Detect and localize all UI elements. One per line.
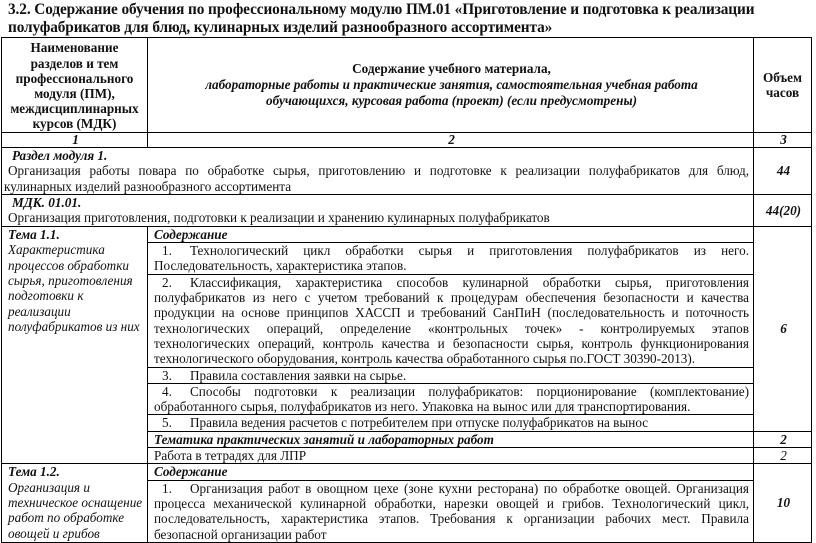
item-text: Организация работ в овощном цехе (зоне кухни ресторана) по обработке овощей. Организация процесса механической кулинарной обработки, нарезки овощей и грибов. Технологический цикл, последовательность, характеристика этапов. Требования к организации рабочих мест. Правила безопасной организации работ [154, 480, 749, 542]
item-number: 4. [162, 383, 172, 399]
header-content-line2: лабораторные работы и практические занятия, самостоятельная учебная работа обучающихся, курсовая работа (проект) (если предусмотрены) [205, 77, 698, 108]
column-number-2: 2 [148, 133, 754, 148]
table-header-row [2, 38, 812, 133]
topic2-title: Тема 1.2. [8, 464, 60, 480]
item-text: Правила составления заявки на сырье. [190, 367, 407, 383]
item-number: 5. [162, 415, 172, 431]
item-text: Технологический цикл обработки сырья и приготовления полуфабрикатов из него. Последовательность, характеристика этапов. [154, 243, 749, 274]
mdk-cell [2, 194, 754, 226]
header-col-hours: Объем часов [754, 38, 812, 133]
header-col-sections: Наименование разделов и тем профессионального модуля (ПМ), междисциплинарных курсов (МДК) [2, 38, 148, 133]
item-text: Способы подготовки к реализации полуфабрикатов: порционирование (комплектование) обработанного сырья, полуфабрикатов из него. Упаковка на вынос или для транспортирования. [154, 383, 749, 415]
item-text: Классификация, характеристика способов кулинарной обработки сырья, приготовления полуфабрикатов из него с учетом требований к процедурам обеспечения безопасности и качества продукции на основе принципов ХАССП и требований СанПиН (последовательность и поточность технологических операций, определение «контрольных точек» - контролируемых этапов технологических операций, контроль качества и безопасности сырья, контроль функционирования технологического оборудования, контроль качества обработанного сырья по.ГОСТ 30390-2013). [154, 274, 749, 367]
topic2-hours: 10 [754, 464, 812, 542]
header-col-content [148, 38, 754, 133]
section-text: Организация работы повара по обработке сырья, приготовлению и подготовке к реализации полуфабрикатов для блюд, кулинарных изделий разнообразного ассортимента [4, 163, 749, 194]
topic1-name: Характеристика процессов обработки сырья, приготовления подготовки к реализации полуфабрикатов из них [8, 242, 140, 335]
topic1-name-cell [2, 226, 148, 463]
mdk-hours: 44(20) [754, 194, 812, 226]
column-number-3: 3 [754, 133, 812, 148]
mdk-row [2, 194, 812, 226]
mdk-text: Организация приготовления, подготовки к реализации и хранению кулинарных полуфабрикатов [8, 210, 550, 226]
curriculum-table [1, 37, 812, 543]
item-number: 1. [162, 243, 172, 259]
topic1-title: Тема 1.1. [8, 226, 60, 242]
item-text: Правила ведения расчетов с потребителем при отпуске полуфабрикатов на вынос [190, 415, 649, 431]
item-number: 1. [162, 480, 172, 496]
topic2-name: Организация и техническое оснащение работ по обработке овощей и грибов [8, 479, 143, 541]
page-title: 3.2. Содержание обучения по профессиональному модулю ПМ.01 «Приготовление и подготовка к реализации полуфабрикатов для блюд, кулинарных изделий разнообразного ассортимента» [8, 1, 755, 36]
topic1-hours: 6 [754, 226, 812, 431]
section-cell [2, 148, 754, 195]
item-number: 3. [162, 367, 172, 383]
section-hours: 44 [754, 148, 812, 195]
topic2-content-label: Содержание [148, 464, 754, 480]
topic1-practice-label: Тематика практических занятий и лабораторных работ [148, 431, 754, 447]
section-row [2, 148, 812, 195]
section-title: Раздел модуля 1. [12, 148, 108, 163]
mdk-title: МДК. 01.01. [12, 194, 82, 210]
column-number-row [2, 133, 812, 148]
topic1-content-label-row [2, 226, 812, 242]
topic2-content-label-row [2, 464, 812, 480]
topic2-name-cell [2, 464, 148, 542]
topic1-workbook-hours: 2 [754, 448, 812, 464]
header-content-line1: Содержание учебного материала, [352, 61, 551, 76]
topic1-workbook-label: Работа в тетрадях для ЛПР [148, 448, 754, 464]
item-number: 2. [162, 274, 172, 290]
topic1-practice-hours: 2 [754, 431, 812, 447]
column-number-1: 1 [2, 133, 148, 148]
topic1-content-label: Содержание [148, 226, 754, 242]
